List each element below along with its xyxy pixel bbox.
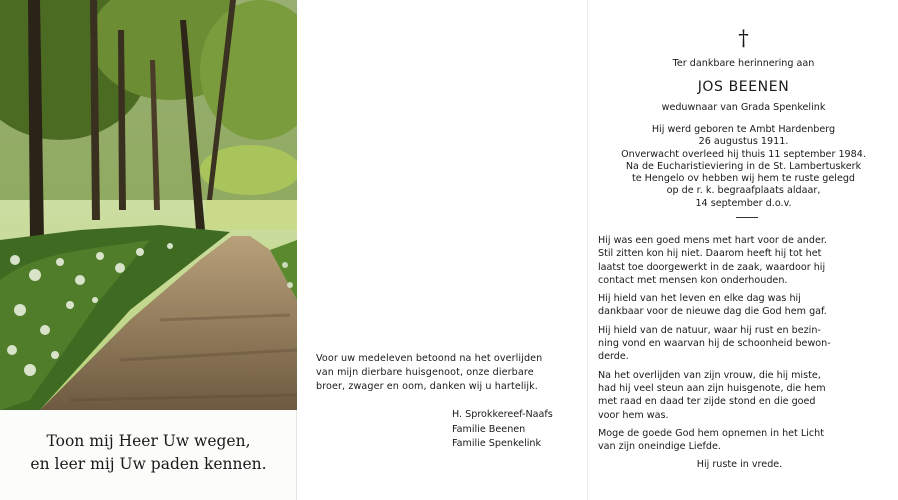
memorial-paragraph (598, 324, 881, 364)
memorial-paragraph (598, 292, 881, 319)
memorial-line: Hij was een goed mens met hart voor de ander. (598, 235, 827, 246)
bio-line: 14 september d.o.v. (695, 197, 792, 209)
signatories (452, 408, 553, 452)
memorial-line: van zijn oneindige Liefde. (598, 441, 721, 453)
closing-line: Hij ruste in vrede. (696, 459, 783, 471)
thanks-line: Voor uw medeleven betoond na het overlijden (316, 353, 543, 364)
memorial-line: voor hem was. (598, 409, 669, 421)
forest-path-photo (0, 0, 297, 410)
bio-line: 26 augustus 1911. (698, 136, 789, 148)
bio-line: Hij werd geboren te Ambt Hardenberg (651, 124, 836, 135)
memorial-line: ning vond en waarvan hij de schoonheid bewon- (598, 338, 831, 350)
memorial-paragraph (598, 427, 881, 454)
quote-line: Toon mij Heer Uw wegen, (46, 432, 251, 450)
memorial-line: Hij hield van de natuur, waar hij rust en bezin- (598, 324, 821, 336)
right-panel (589, 0, 898, 500)
bio-line: Na de Eucharistieviering in de St. Lambertuskerk (625, 160, 862, 172)
memorial-line: Hij hield van het leven en elke dag was hij (598, 293, 801, 305)
thanks-line: van mijn dierbare huisgenoot, onze dierbare (316, 367, 534, 378)
memorial-line: had hij veel steun aan zijn huisgenote, die hem (598, 382, 826, 394)
middle-panel (298, 0, 588, 500)
widower-line: weduwnaar van Grada Spenkelink (661, 102, 826, 113)
divider (736, 217, 758, 218)
thanks-line: broer, zwager en oom, danken wij u hartelijk. (316, 381, 538, 392)
memorial-line: contact met mensen kon onderhouden. (598, 274, 788, 286)
memorial-line: Stil zitten kon hij niet. Daarom heeft hij tot het (598, 248, 822, 260)
signatory: Familie Spenkelink (452, 438, 542, 449)
bio-line: op de r. k. begraafplaats aldaar, (666, 185, 821, 197)
memorial-line: Na het overlijden van zijn vrouw, die hij miste, (598, 369, 821, 381)
biography (589, 124, 898, 210)
memorial-line: laatst toe doorgewerkt in de zaak, waardoor hij (598, 261, 826, 273)
deceased-name: JOS BEENEN (697, 79, 790, 95)
scripture-quote (0, 430, 297, 476)
thanks-message (316, 352, 578, 394)
memorial-text (598, 234, 881, 477)
cross-icon: † (738, 26, 749, 50)
bio-line: te Hengelo ov hebben wij hem te ruste gelegd (631, 173, 856, 185)
memorial-paragraph (598, 369, 881, 422)
bio-line: Onverwacht overleed hij thuis 11 september 1984. (621, 148, 866, 160)
memorial-line: derde. (598, 351, 629, 363)
quote-line: en leer mij Uw paden kennen. (30, 455, 267, 473)
intro-line: Ter dankbare herinnering aan (672, 58, 815, 69)
signatory: Familie Beenen (452, 423, 526, 435)
memorial-line: Moge de goede God hem opnemen in het Licht (598, 427, 824, 439)
memorial-line: dankbaar voor de nieuwe dag die God hem gaf. (598, 306, 827, 318)
memorial-paragraph (598, 234, 881, 287)
memorial-line: met raad en daad ter zijde stond en die goed (598, 396, 816, 408)
left-panel (0, 0, 297, 500)
signatory: H. Sprokkereef-Naafs (452, 409, 553, 420)
